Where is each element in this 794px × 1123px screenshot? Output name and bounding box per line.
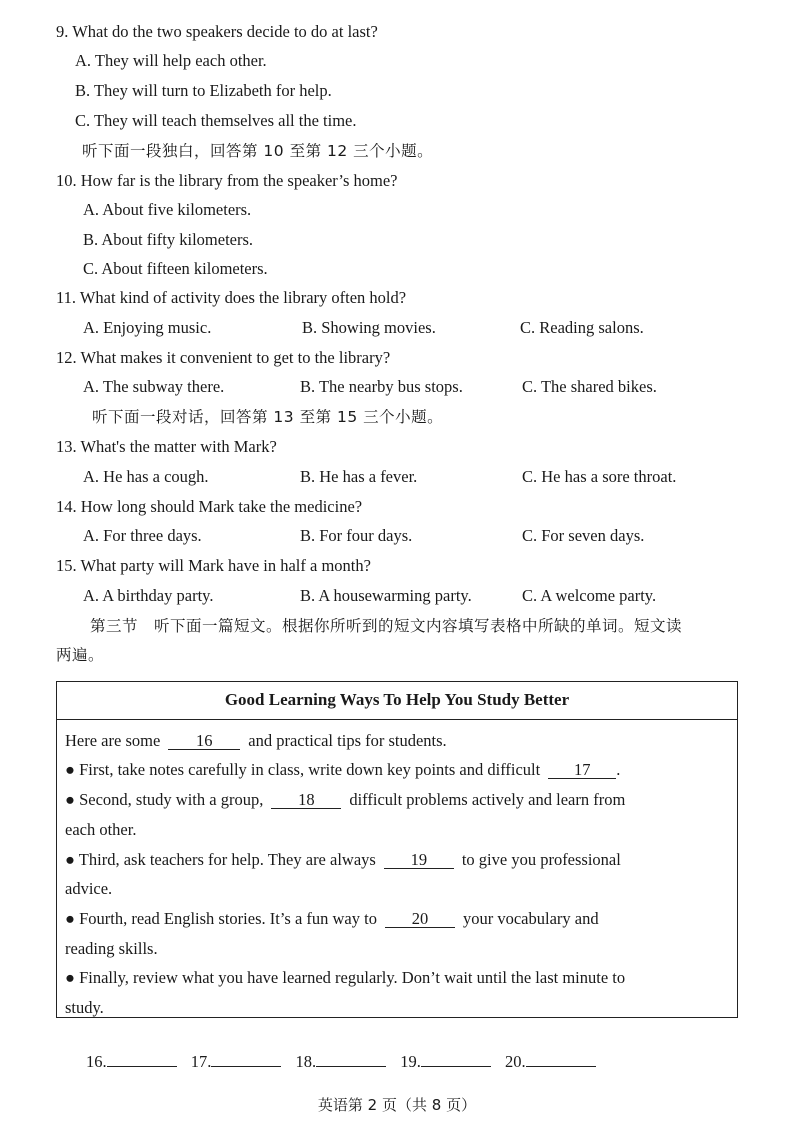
answer-field-18[interactable] <box>316 1052 386 1067</box>
option-12c: C. The shared bikes. <box>522 377 657 396</box>
passage-line-10: study. <box>65 998 104 1017</box>
option-9b: B. They will turn to Elizabeth for help. <box>75 81 332 100</box>
answer-label-17: 17. <box>190 1052 212 1071</box>
passage-text: Here are some <box>65 731 161 750</box>
section3-instruction: 第三节 听下面一篇短文。根据你所听到的短文内容填写表格中所缺的单词。短文读 <box>90 617 683 635</box>
option-12b: B. The nearby bus stops. <box>300 377 463 396</box>
blank-18: 18 <box>271 791 341 809</box>
answer-label-16: 16. <box>86 1052 107 1071</box>
section3-instruction-cont: 两遍。 <box>56 646 105 664</box>
page-footer: 英语第 2 页（共 8 页） <box>317 1096 477 1114</box>
answer-field-17[interactable] <box>211 1052 281 1067</box>
option-11c: C. Reading salons. <box>520 318 644 337</box>
option-14b: B. For four days. <box>300 526 413 545</box>
option-15c: C. A welcome party. <box>522 586 657 605</box>
option-13b: B. He has a fever. <box>300 467 418 486</box>
option-14a: A. For three days. <box>83 526 202 545</box>
blank-17: 17 <box>548 761 616 779</box>
answer-label-19: 19. <box>400 1052 421 1071</box>
passage-text: and practical tips for students. <box>248 731 447 750</box>
passage-text: ● Second, study with a group, <box>65 790 264 809</box>
question-9: 9. What do the two speakers decide to do at last? <box>56 22 378 41</box>
option-15a: A. A birthday party. <box>83 586 214 605</box>
option-12a: A. The subway there. <box>83 377 225 396</box>
passage-line-5 <box>65 850 621 870</box>
passage-line-4: each other. <box>65 820 137 839</box>
passage-text: ● Fourth, read English stories. It’s a fun way to <box>65 909 377 928</box>
answer-field-19[interactable] <box>421 1052 491 1067</box>
option-13a: A. He has a cough. <box>83 467 209 486</box>
blank-20: 20 <box>385 910 455 928</box>
passage-text: difficult problems actively and learn from <box>349 790 626 809</box>
option-10c: C. About fifteen kilometers. <box>83 259 268 278</box>
question-15: 15. What party will Mark have in half a month? <box>56 556 371 575</box>
passage-text: . <box>616 760 621 779</box>
passage-line-8: reading skills. <box>65 939 158 958</box>
passage-box <box>56 681 738 1018</box>
option-11a: A. Enjoying music. <box>83 318 212 337</box>
passage-line-9: ● Finally, review what you have learned regularly. Don’t wait until the last minute to <box>65 968 626 987</box>
answer-label-20: 20. <box>505 1052 526 1071</box>
passage-line-2 <box>65 760 620 780</box>
option-9a: A. They will help each other. <box>75 51 267 70</box>
question-13: 13. What's the matter with Mark? <box>56 437 277 456</box>
passage-text: ● Third, ask teachers for help. They are always <box>65 850 376 869</box>
answer-field-16[interactable] <box>107 1052 177 1067</box>
answer-field-20[interactable] <box>526 1052 596 1067</box>
option-10a: A. About five kilometers. <box>83 200 252 219</box>
option-15b: B. A housewarming party. <box>300 586 472 605</box>
question-14: 14. How long should Mark take the medicine? <box>56 497 363 516</box>
question-11: 11. What kind of activity does the library often hold? <box>56 288 407 307</box>
blank-16: 16 <box>168 732 240 750</box>
passage-text: to give you professional <box>461 850 621 869</box>
passage-line-7 <box>65 909 599 929</box>
instruction-monologue: 听下面一段独白，回答第 10 至第 12 三个小题。 <box>82 142 434 160</box>
passage-line-1 <box>65 731 447 751</box>
option-13c: C. He has a sore throat. <box>522 467 677 486</box>
option-10b: B. About fifty kilometers. <box>83 230 254 249</box>
question-10: 10. How far is the library from the speaker’s home? <box>56 171 398 190</box>
option-9c: C. They will teach themselves all the time. <box>75 111 357 130</box>
option-14c: C. For seven days. <box>522 526 645 545</box>
passage-text: your vocabulary and <box>462 909 599 928</box>
instruction-dialogue: 听下面一段对话，回答第 13 至第 15 三个小题。 <box>92 408 444 426</box>
passage-title: Good Learning Ways To Help You Study Better <box>57 682 737 720</box>
option-11b: B. Showing movies. <box>302 318 436 337</box>
passage-line-3 <box>65 790 625 810</box>
answer-label-18: 18. <box>295 1052 317 1071</box>
passage-text: ● First, take notes carefully in class, write down key points and difficult <box>65 760 541 779</box>
blank-19: 19 <box>384 851 454 869</box>
passage-line-6: advice. <box>65 879 113 898</box>
question-12: 12. What makes it convenient to get to the library? <box>56 348 391 367</box>
answer-lines <box>86 1052 606 1072</box>
